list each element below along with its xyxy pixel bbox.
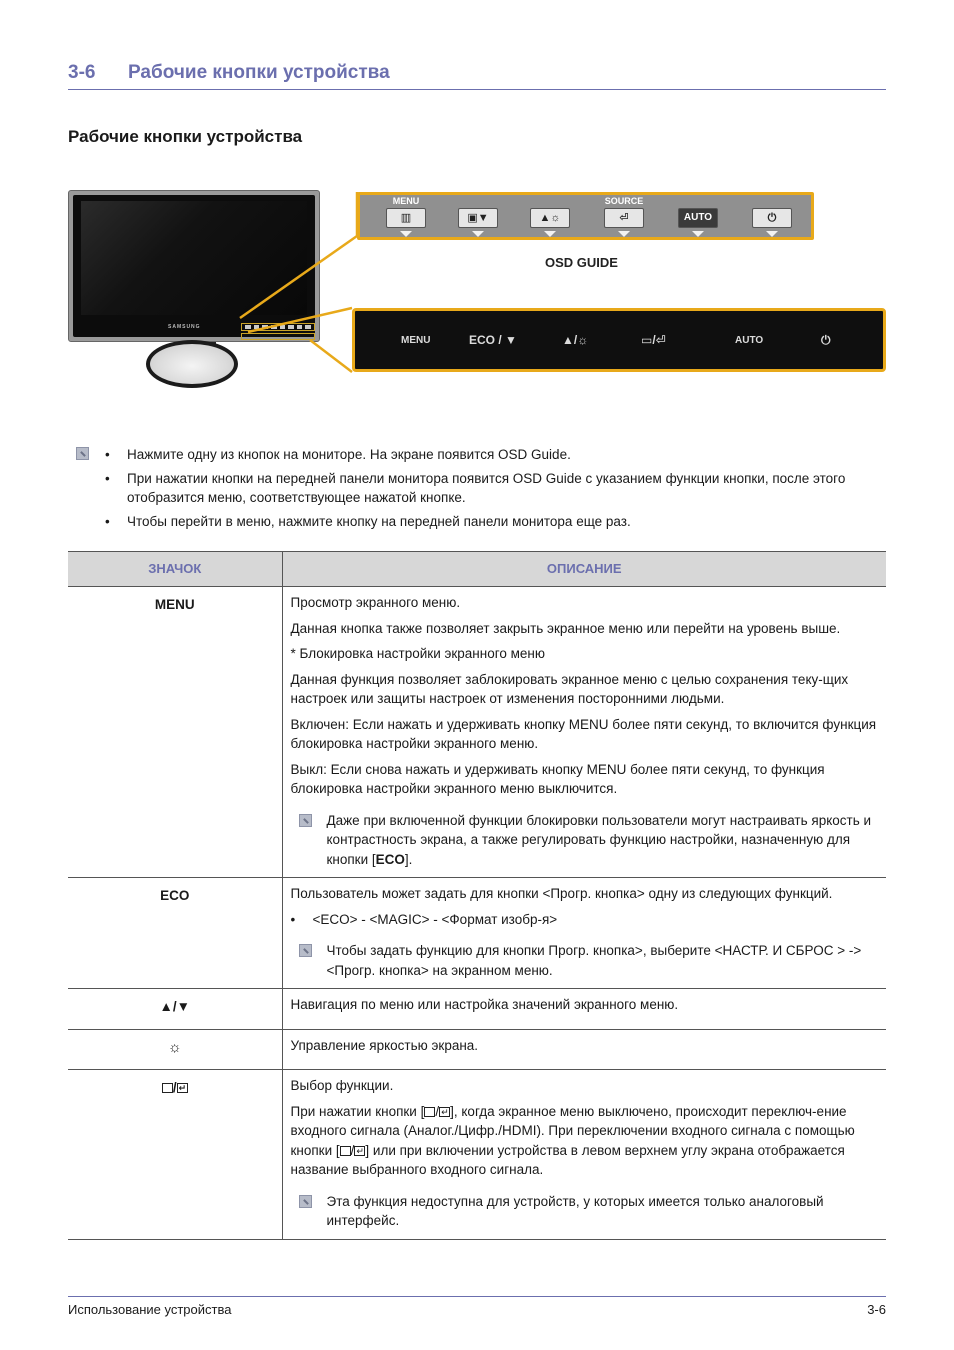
menu-desc-4: Данная функция позволяет заблокировать экранное меню с целью сохранения теку-щих настроек или защиты настроек от изменения посторонними людьми. bbox=[290, 671, 849, 706]
footer-section-name: Использование устройства bbox=[68, 1302, 232, 1317]
osd-power-button: ⏻ bbox=[752, 208, 792, 228]
page-subtitle: Рабочие кнопки устройства bbox=[68, 127, 303, 146]
row-description-navigation bbox=[282, 989, 886, 1030]
row-icon-brightness bbox=[68, 1029, 282, 1070]
osd-source-button: ⏎ bbox=[604, 208, 644, 228]
menu-note-text: Даже при включенной функции блокировки пользователи могут настраивать яркость и контрастность экрана, а также регулировать функцию настройки, назначенную для кнопки [ bbox=[326, 812, 872, 867]
menu-note bbox=[291, 811, 879, 870]
source-desc-2c: ] или при включении устройства в левом верхнем углу экрана отображается название выбранного входного сигнала. bbox=[290, 1142, 845, 1177]
osd-auto-item bbox=[676, 195, 720, 237]
monitor-illustration bbox=[68, 190, 320, 342]
table-row-menu bbox=[68, 587, 886, 878]
eco-bullet: • <ECO> - <MAGIC> - <Формат изобр-я> bbox=[291, 910, 879, 930]
osd-arrow-icon bbox=[544, 231, 556, 237]
source-icon-separator: / bbox=[172, 1080, 177, 1095]
note-icon bbox=[299, 1195, 312, 1208]
monitor-screen bbox=[81, 201, 307, 315]
osd-arrow-icon bbox=[692, 231, 704, 237]
table-row-source bbox=[68, 1070, 886, 1240]
osd-guide-label: OSD GUIDE bbox=[545, 255, 618, 270]
source-note-text: Эта функция недоступна для устройств, у которых имеется только аналоговый интерфейс. bbox=[326, 1193, 824, 1228]
osd-menu-item bbox=[384, 195, 428, 237]
row-icon-eco: ECO bbox=[68, 878, 282, 989]
osd-eco-item bbox=[456, 195, 500, 237]
front-panel-power-icon: ⏻ bbox=[821, 333, 831, 347]
enter-icon bbox=[439, 1107, 450, 1117]
osd-source-caption: SOURCE bbox=[604, 196, 644, 206]
section-title bbox=[68, 62, 886, 90]
table-row-eco bbox=[68, 878, 886, 989]
osd-arrow-icon bbox=[618, 231, 630, 237]
osd-brightness-item bbox=[528, 195, 572, 237]
monitor-bezel bbox=[73, 195, 315, 337]
note-icon bbox=[299, 814, 312, 827]
monitor-stand-base bbox=[146, 340, 238, 388]
eco-desc-1: Пользователь может задать для кнопки <Прогр. кнопка> одну из следующих функций. bbox=[290, 886, 833, 901]
row-description-menu bbox=[282, 587, 886, 878]
osd-power-item bbox=[750, 195, 794, 237]
table-row-brightness bbox=[68, 1029, 886, 1070]
osd-eco-button: ▣▼ bbox=[458, 208, 498, 228]
monitor-button-strip bbox=[241, 323, 315, 331]
menu-desc-5: Включен: Если нажать и удерживать кнопку MENU более пяти секунд, то включится функция блокировка настройки экранного меню. bbox=[290, 716, 877, 751]
source-note bbox=[291, 1192, 879, 1231]
note-item: • Чтобы перейти в меню, нажмите кнопку на передней панели монитора еще раз. bbox=[105, 512, 895, 532]
source-icon bbox=[340, 1146, 351, 1156]
source-desc-2 bbox=[291, 1102, 879, 1180]
note-item: • Нажмите одну из кнопок на мониторе. На экране появится OSD Guide. bbox=[105, 445, 895, 465]
section-number: 3-6 bbox=[68, 62, 96, 83]
source-icon bbox=[424, 1107, 435, 1117]
front-panel-auto-label: AUTO bbox=[735, 335, 764, 346]
osd-source-item bbox=[602, 195, 646, 237]
menu-desc-3: * Блокировка настройки экранного меню bbox=[290, 646, 545, 661]
menu-note-end: ]. bbox=[404, 851, 413, 867]
table-header-row bbox=[68, 552, 886, 587]
column-header-icon: ЗНАЧОК bbox=[68, 552, 282, 587]
front-panel-brightness-label: ▲/☼ bbox=[562, 333, 589, 347]
source-icon-separator: / bbox=[435, 1103, 440, 1119]
source-desc-1: Выбор функции. bbox=[290, 1078, 394, 1093]
note-icon bbox=[76, 447, 89, 460]
row-icon-menu: MENU bbox=[68, 587, 282, 878]
eco-note bbox=[291, 941, 879, 980]
source-icon bbox=[162, 1083, 173, 1093]
table-row-navigation bbox=[68, 989, 886, 1030]
osd-arrow-icon bbox=[400, 231, 412, 237]
note-icon bbox=[299, 944, 312, 957]
front-panel-source-label: ▭/⏎ bbox=[641, 333, 666, 347]
menu-desc-2: Данная кнопка также позволяет закрыть экранное меню или перейти на уровень выше. bbox=[290, 620, 841, 636]
menu-desc-6: Выкл: Если снова нажать и удерживать кнопку MENU более пяти секунд, то функция блокировка настройки экранного меню выключится. bbox=[290, 761, 825, 796]
enter-icon bbox=[354, 1146, 365, 1156]
monitor-brand: SAMSUNG bbox=[168, 324, 201, 330]
monitor-label-strip bbox=[241, 333, 315, 340]
section-title-text: Рабочие кнопки устройства bbox=[128, 62, 390, 83]
row-icon-source bbox=[68, 1070, 282, 1240]
row-icon-navigation: ▲/▼ bbox=[68, 989, 282, 1030]
osd-auto-button: AUTO bbox=[678, 208, 718, 228]
source-desc-2a: При нажатии кнопки [ bbox=[290, 1103, 425, 1119]
osd-brightness-button: ▲☼ bbox=[530, 208, 570, 228]
eco-note-text: Чтобы задать функцию для кнопки Прогр. кнопка>, выберите <НАСТР. И СБРОС > -> <Прогр. кнопка> на экранном меню. bbox=[326, 943, 862, 978]
column-header-description: ОПИСАНИЕ bbox=[282, 552, 886, 587]
note-item: • При нажатии кнопки на передней панели монитора появится OSD Guide с указанием функции кнопки, после этого отобразится меню, соответствующее нажатой кнопке. bbox=[105, 469, 895, 508]
nav-desc-1: Навигация по меню или настройка значений экранного меню. bbox=[290, 997, 679, 1012]
row-description-source bbox=[282, 1070, 886, 1240]
menu-desc-1: Просмотр экранного меню. bbox=[290, 595, 461, 610]
brightness-desc-1: Управление яркостью экрана. bbox=[290, 1037, 479, 1053]
buttons-table bbox=[68, 551, 886, 1240]
source-icon-separator: / bbox=[350, 1142, 355, 1158]
notes-list bbox=[105, 445, 895, 535]
osd-menu-caption: MENU bbox=[392, 196, 420, 206]
row-description-eco bbox=[282, 878, 886, 989]
osd-arrow-icon bbox=[766, 231, 778, 237]
menu-note-bold: ECO bbox=[375, 851, 405, 867]
osd-menu-button: ▥ bbox=[386, 208, 426, 228]
enter-icon bbox=[177, 1083, 188, 1093]
osd-guide-panel bbox=[357, 192, 814, 240]
osd-arrow-icon bbox=[472, 231, 484, 237]
page-footer bbox=[68, 1296, 886, 1317]
row-description-brightness bbox=[282, 1029, 886, 1070]
front-panel-menu-label: MENU bbox=[401, 335, 431, 346]
brightness-icon: ☼ bbox=[167, 1038, 182, 1056]
source-desc-2b: ], когда экранное меню выключено, происходит переключ-ение входного сигнала (Аналог./Цифр./HDMI). При переключении входного сигнала с помощью кнопки [ bbox=[290, 1103, 855, 1158]
front-panel-illustration bbox=[352, 308, 886, 372]
front-panel-eco-label: ECO / ▼ bbox=[469, 333, 517, 347]
footer-page-number: 3-6 bbox=[867, 1302, 886, 1317]
